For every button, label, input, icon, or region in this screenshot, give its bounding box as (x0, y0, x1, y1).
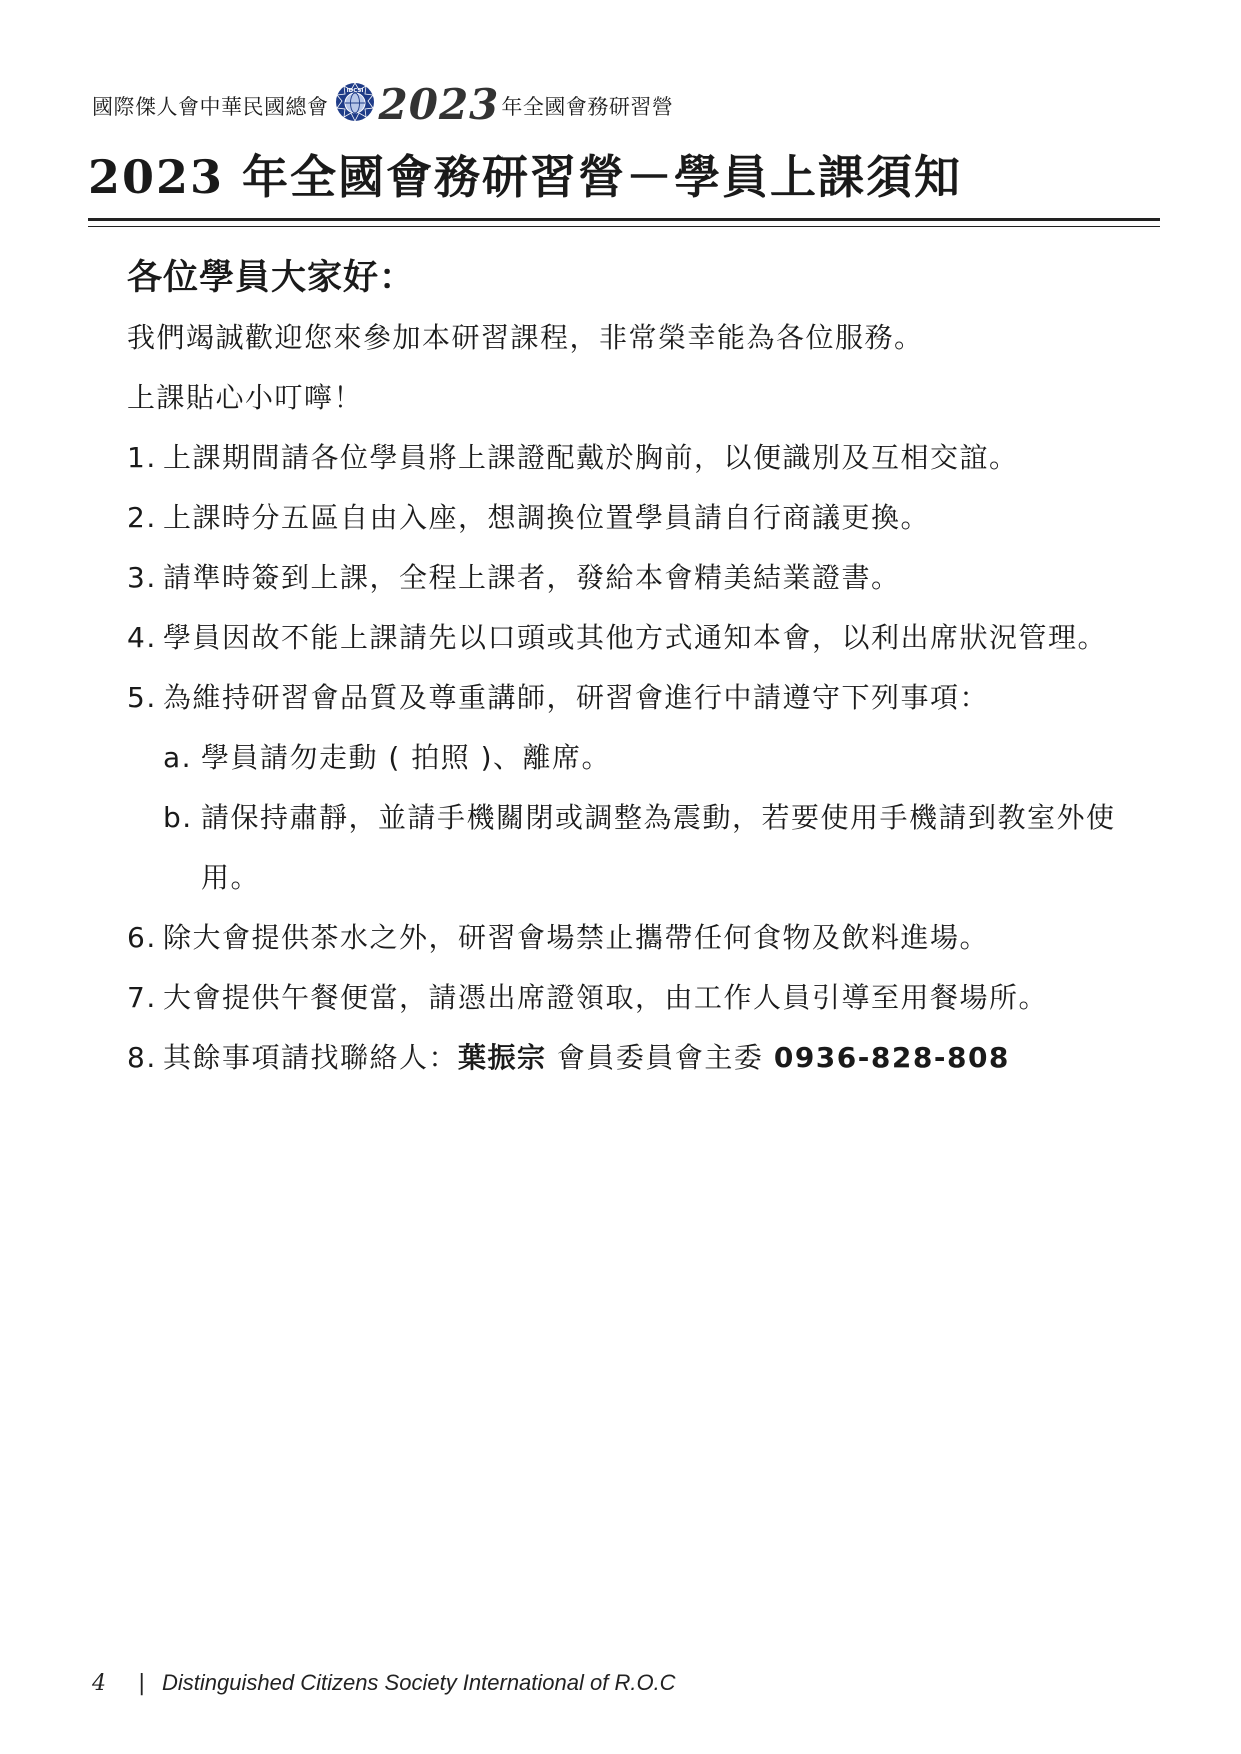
seal-text: IDCSI (346, 88, 363, 94)
page-title: 2023 年全國會務研習營－學員上課須知 (88, 150, 963, 204)
list-item (127, 428, 1137, 488)
list-number: 4. (127, 621, 157, 654)
header-year: 2023 (378, 80, 500, 129)
footer-separator: | (138, 1671, 146, 1696)
society-name: Distinguished Citizens Society International of R.O.C (162, 1670, 676, 1695)
list-number: 5. (127, 681, 157, 714)
contact-role: 會員委員會主委 (546, 1041, 774, 1074)
event-name: 年全國會務研習營 (501, 95, 674, 119)
intro-text: 我們竭誠歡迎您來參加本研習課程，非常榮幸能為各位服務。 (127, 321, 924, 354)
contact-prefix: 其餘事項請找聯絡人： (163, 1041, 459, 1074)
running-header (92, 78, 674, 129)
list-item (127, 488, 1137, 548)
sub-list-item (127, 788, 1137, 908)
list-text: 上課期間請各位學員將上課證配戴於胸前，以便識別及互相交誼。 (163, 441, 1019, 474)
list-text: 大會提供午餐便當，請憑出席證領取，由工作人員引導至用餐場所。 (163, 981, 1049, 1014)
list-number: 8. (127, 1041, 157, 1074)
title-rule (88, 218, 1160, 227)
greeting: 各位學員大家好： (127, 258, 416, 298)
list-text: 請準時簽到上課，全程上課者，發給本會精美結業證書。 (163, 561, 901, 594)
society-seal-logo (335, 82, 375, 122)
contact-name: 葉振宗 (458, 1041, 547, 1074)
sub-list-letter: a. (163, 741, 193, 774)
contact-phone: 0936-828-808 (773, 1041, 1010, 1074)
page-footer (92, 1670, 676, 1696)
list-item (127, 548, 1137, 608)
page-number: 4 (92, 1671, 106, 1696)
tips-heading: 上課貼心小叮嚀！ (127, 381, 364, 414)
sub-list-text: 學員請勿走動 ( 拍照 )、離席。 (201, 741, 612, 774)
list-text: 為維持研習會品質及尊重講師，研習會進行中請遵守下列事項： (163, 681, 990, 714)
list-number: 7. (127, 981, 157, 1014)
org-name: 國際傑人會中華民國總會 (92, 95, 329, 119)
sub-list-text: 請保持肅靜，並請手機關閉或調整為震動，若要使用手機請到教室外使用。 (201, 801, 1116, 894)
sub-list-item (127, 728, 1137, 788)
list-number: 6. (127, 921, 157, 954)
contact-text (163, 1028, 1137, 1088)
contact-item (127, 1028, 1137, 1088)
list-number: 3. (127, 561, 157, 594)
list-text: 上課時分五區自由入座，想調換位置學員請自行商議更換。 (163, 501, 931, 534)
sub-list-letter: b. (163, 801, 193, 834)
list-text: 除大會提供茶水之外，研習會場禁止攜帶任何食物及飲料進場。 (163, 921, 990, 954)
list-number: 1. (127, 441, 157, 474)
list-item (127, 908, 1137, 968)
list-item (127, 968, 1137, 1028)
list-item (127, 668, 1137, 728)
list-item (127, 608, 1137, 668)
list-number: 2. (127, 501, 157, 534)
notice-body (127, 308, 1137, 1088)
list-text: 學員因故不能上課請先以口頭或其他方式通知本會，以利出席狀況管理。 (163, 621, 1108, 654)
